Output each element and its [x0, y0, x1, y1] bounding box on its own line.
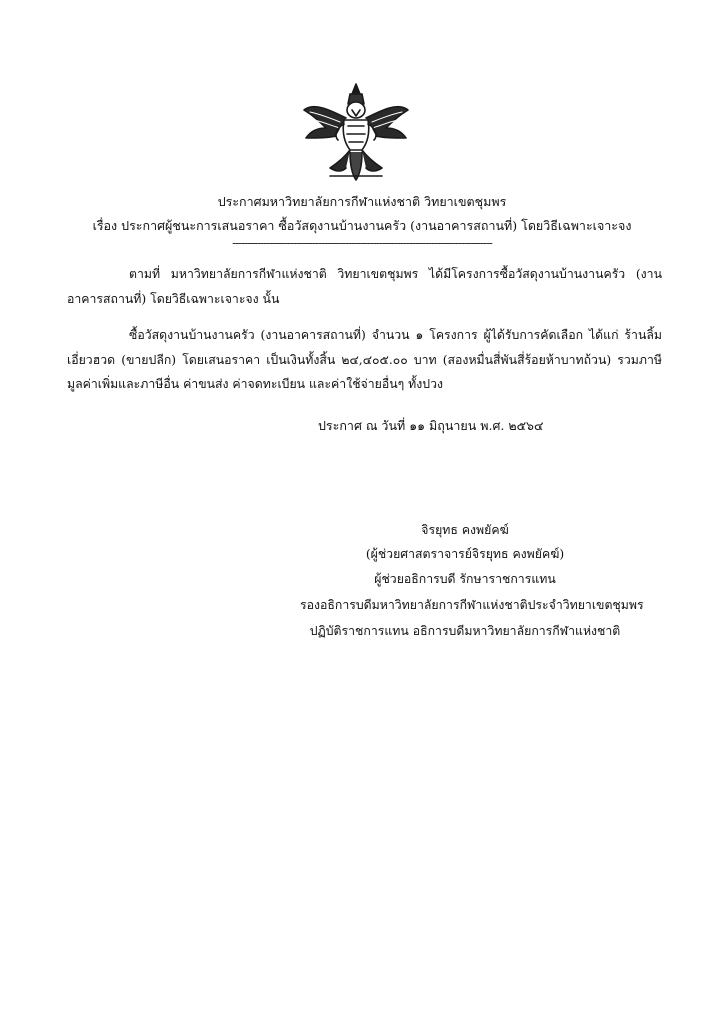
signatory-name: จิรยุทธ คงพยัคฆ์: [421, 523, 509, 537]
body-paragraph-1: ตามที่ มหาวิทยาลัยการกีฬาแห่งชาติ วิทยาเขตชุมพร ได้มีโครงการซื้อวัสดุงานบ้านงานครัว (งานอาคารสถานที่) โดยวิธีเฉพาะเจาะจง นั้น: [67, 267, 662, 306]
body-paragraph-2: ซื้อวัสดุงานบ้านงานครัว (งานอาคารสถานที่) จำนวน ๑ โครงการ ผู้ได้รับการคัดเลือก ได้แก่ ร้านลิ้มเอี่ยวฮวด (ขายปลีก) โดยเสนอราคา เป็นเงินทั้งสิ้น ๒๔,๔๐๕.๐๐ บาท (สองหมื่นสี่พันสี่ร้อยห้าบาทถ้วน) รวมภาษีมูลค่าเพิ่มและภาษีอื่น ค่าขนส่ง ค่าจดทะเบียน และค่าใช้จ่ายอื่นๆ ทั้งปวง: [67, 328, 662, 391]
separator-line: -------------------------------------------------------------------------------------: [232, 236, 492, 250]
announcement-title: ประกาศมหาวิทยาลัยการกีฬาแห่งชาติ วิทยาเขตชุมพร: [217, 194, 507, 209]
signatory-role-3: ปฏิบัติราชการแทน อธิการบดีมหาวิทยาลัยการกีฬาแห่งชาติ: [309, 624, 621, 638]
signatory-role-2: รองอธิการบดีมหาวิทยาลัยการกีฬาแห่งชาติประจำวิทยาเขตชุมพร: [300, 598, 644, 612]
garuda-emblem-icon: [300, 80, 412, 184]
signatory-role-1: ผู้ช่วยอธิการบดี รักษาราชการแทน: [374, 572, 556, 586]
announcement-date: ประกาศ ณ วันที่ ๑๑ มิถุนายน พ.ศ. ๒๕๖๔: [318, 418, 544, 433]
signatory-full-name: (ผู้ช่วยศาสตราจารย์จิรยุทธ คงพยัคฆ์): [365, 547, 565, 561]
announcement-subject: เรื่อง ประกาศผู้ชนะการเสนอราคา ซื้อวัสดุงานบ้านงานครัว (งานอาคารสถานที่) โดยวิธีเฉพาะเจาะจง: [92, 218, 632, 233]
